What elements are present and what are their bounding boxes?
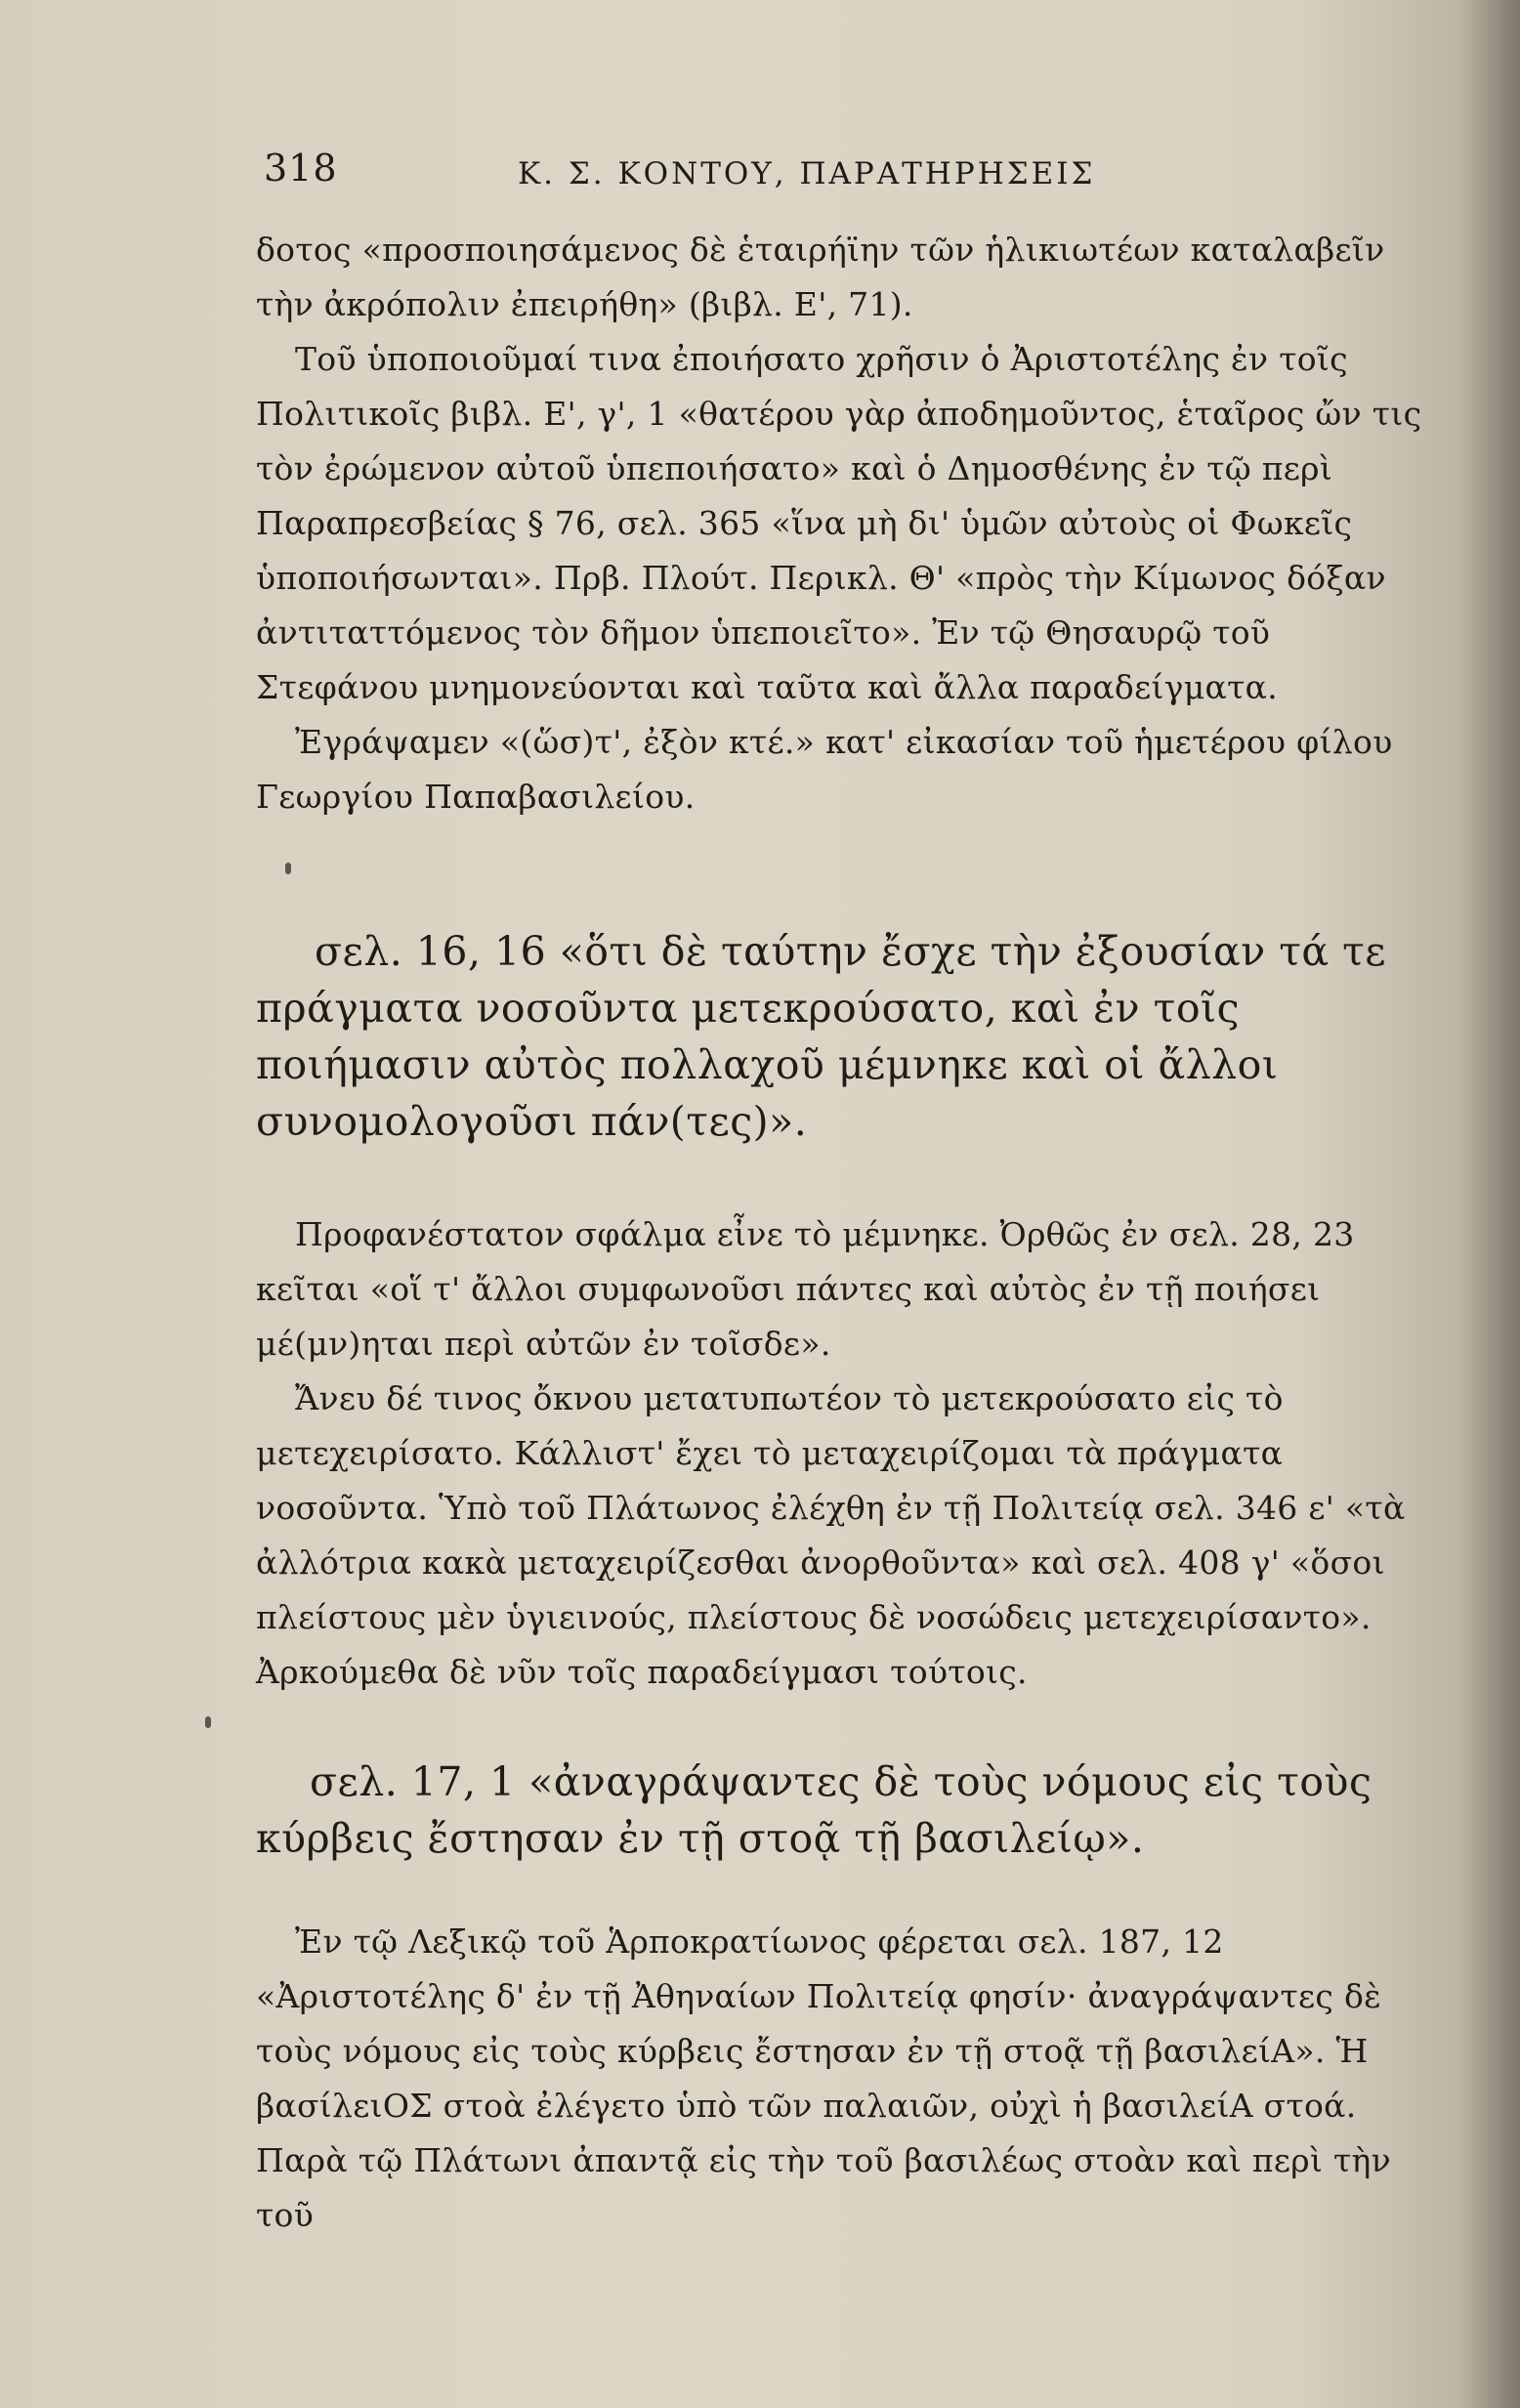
text-block-2 [256,923,1428,1150]
page-header [264,147,1280,215]
ink-speck [285,863,291,874]
quote-sel-16: σελ. 16, 16 «ὅτι δὲ ταύτην ἔσχε τὴν ἐξουσίαν τά τε πράγματα νοσοῦντα μετεκρούσατο, καὶ ἐν τοῖς ποιήμασιν αὐτὸς πολλαχοῦ μέμνηκε καὶ οἱ ἄλλοι συνομολογοῦσι πάν(τες)». [256,928,1387,1145]
paragraph-continuation: δοτος «προσποιησάμενος δὲ ἑταιρήϊην τῶν ἡλικιωτέων καταλαβεῖν τὴν ἀκρόπολιν ἐπειρήθη» (βιβλ. Ε', 71). [256,231,1385,323]
text-block-5 [256,1915,1428,2243]
text-block-4 [256,1753,1428,1867]
text-block-3 [256,1207,1428,1700]
paragraph-lexiko: Ἐν τῷ Λεξικῷ τοῦ Ἁρποκρατίωνος φέρεται σελ. 187, 12 «Ἀριστοτέλης δ' ἐν τῇ Ἀθηναίων Πολιτείᾳ φησίν· ἀναγράψαντες δὲ τοὺς νόμους εἰς τοὺς κύρβεις ἔστησαν ἐν τῇ στοᾷ τῇ βασιλείΑ». Ἡ βασίλειΟΣ στοὰ ἐλέγετο ὑπὸ τῶν παλαιῶν, οὐχὶ ἡ βασιλείΑ στοά. Παρὰ τῷ Πλάτωνι ἀπαντᾷ εἰς τὴν τοῦ βασιλέως στοὰν καὶ περὶ τὴν τοῦ [256,1922,1391,2234]
page-number: 318 [264,147,338,190]
text-block-1 [256,223,1428,824]
paragraph-aneu: Ἄνευ δέ τινος ὄκνου μετατυπωτέον τὸ μετεκρούσατο εἰς τὸ μετεχειρίσατο. Κάλλιστ' ἔχει τὸ μεταχειρίζομαι τὰ πράγματα νοσοῦντα. Ὑπὸ τοῦ Πλάτωνος ἐλέχθη ἐν τῇ Πολιτείᾳ σελ. 346 ε' «τὰ ἀλλότρια κακὰ μεταχειρίζεσθαι ἀνορθοῦντα» καὶ σελ. 408 γ' «ὅσοι πλείστους μὲν ὑγιεινούς, πλείστους δὲ νοσώδεις μετεχειρίσαντο». Ἀρκούμεθα δὲ νῦν τοῖς παραδείγμασι τούτοις. [256,1379,1406,1691]
quote-sel-17: σελ. 17, 1 «ἀναγράψαντες δὲ τοὺς νόμους εἰς τοὺς κύρβεις ἔστησαν ἐν τῇ στοᾷ τῇ βασιλείῳ». [256,1758,1372,1862]
running-head: Κ. Σ. ΚΟΝΤΟΥ, ΠΑΡΑΤΗΡΗΣΕΙΣ [518,156,1096,191]
paragraph-hypopoioumai: Τοῦ ὑποποιοῦμαί τινα ἐποιήσατο χρῆσιν ὁ Ἀριστοτέλης ἐν τοῖς Πολιτικοῖς βιβλ. Ε', γ', 1 «θατέρου γὰρ ἀποδημοῦντος, ἑταῖρος ὤν τις τὸν ἐρώμενον αὐτοῦ ὑπεποιήσατο» καὶ ὁ Δημοσθένης ἐν τῷ περὶ Παραπρεσβείας § 76, σελ. 365 «ἵνα μὴ δι' ὑμῶν αὐτοὺς οἱ Φωκεῖς ὑποποιήσωνται». Πρβ. Πλούτ. Περικλ. Θ' «πρὸς τὴν Κίμωνος δόξαν ἀντιταττόμενος τὸν δῆμον ὑπεποιεῖτο». Ἐν τῷ Θησαυρῷ τοῦ Στεφάνου μνημονεύονται καὶ ταῦτα καὶ ἄλλα παραδείγματα. [256,340,1422,706]
paragraph-prophanestaton: Προφανέστατον σφάλμα εἶνε τὸ μέμνηκε. Ὀρθῶς ἐν σελ. 28, 23 κεῖται «οἵ τ' ἄλλοι συμφωνοῦσι πάντες καὶ αὐτὸς ἐν τῇ ποιήσει μέ(μν)ηται περὶ αὐτῶν ἐν τοῖσδε». [256,1215,1355,1363]
paragraph-egrapsamen: Ἐγράψαμεν «(ὥσ)τ', ἐξὸν κτέ.» κατ' εἰκασίαν τοῦ ἡμετέρου φίλου Γεωργίου Παπαβασιλείου. [256,723,1393,816]
ink-speck [205,1716,211,1728]
